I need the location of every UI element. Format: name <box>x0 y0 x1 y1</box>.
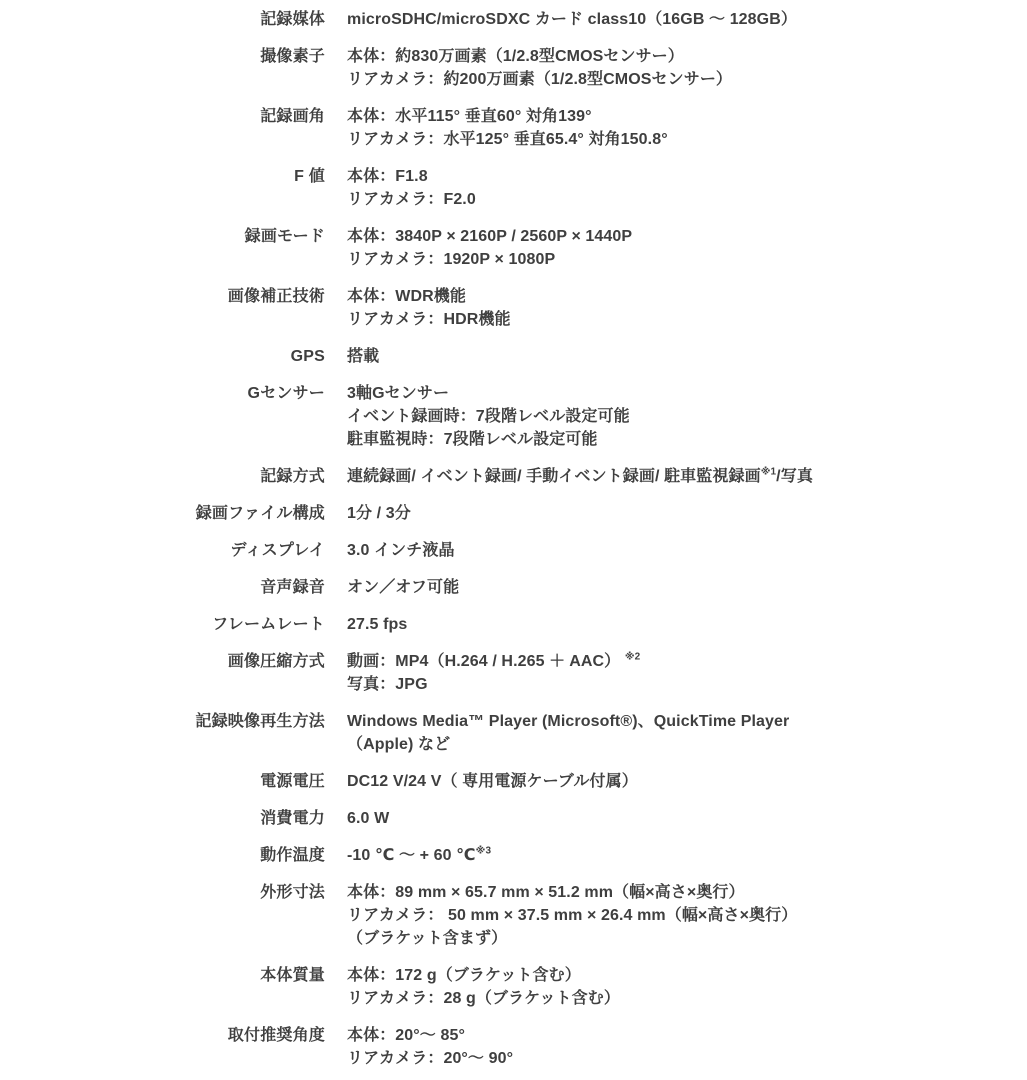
spec-label: 撮像素子 <box>260 48 325 65</box>
spec-value <box>347 807 997 830</box>
spec-value-line <box>347 405 997 428</box>
spec-value-text: リアカメラ：20°～ 90° <box>347 1050 514 1067</box>
spec-value <box>347 576 997 599</box>
spec-value-text: -10 ℃ ～ + 60 ℃ <box>347 847 476 864</box>
spec-label: Gセンサー <box>247 385 325 402</box>
spec-value-line <box>347 881 997 904</box>
spec-row <box>0 225 1027 271</box>
footnote-marker: ※3 <box>475 845 492 857</box>
spec-value-text: リアカメラ：F2.0 <box>347 191 476 208</box>
spec-value-line <box>347 733 997 756</box>
spec-value-text: リアカメラ：1920P × 1080P <box>347 251 556 268</box>
spec-value-line <box>347 248 997 271</box>
spec-value-text: Windows Media™ Player (Microsoft®)、QuickTime Player <box>347 713 790 730</box>
spec-row <box>0 105 1027 151</box>
spec-value-line <box>347 128 997 151</box>
spec-label: フレームレート <box>212 616 325 633</box>
spec-value-text: リアカメラ：28 g（ブラケット含む） <box>347 990 620 1007</box>
spec-value <box>347 710 997 756</box>
spec-value-text: 27.5 fps <box>347 616 408 633</box>
spec-value-text: 本体：20°～ 85° <box>347 1027 465 1044</box>
spec-value <box>347 45 997 91</box>
spec-row <box>0 844 1027 867</box>
spec-value-text: リアカメラ：約200万画素（1/2.8型CMOSセンサー） <box>347 71 733 88</box>
spec-value <box>347 770 997 793</box>
spec-value-line <box>347 188 997 211</box>
spec-value <box>347 465 997 488</box>
spec-value-line <box>347 807 997 830</box>
spec-value-line <box>347 382 997 405</box>
spec-value-text: 本体：水平115° 垂直60° 対角139° <box>347 108 592 125</box>
spec-label: 本体質量 <box>260 967 325 984</box>
spec-row <box>0 502 1027 525</box>
spec-value-text: /写真 <box>776 468 813 485</box>
spec-value-line <box>347 904 997 927</box>
spec-value-line <box>347 613 997 636</box>
footnote-marker: ※1 <box>760 466 777 478</box>
spec-label: 消費電力 <box>260 810 325 827</box>
spec-value-line <box>347 428 997 451</box>
footnote-marker: ※2 <box>624 651 641 663</box>
spec-row <box>0 650 1027 696</box>
spec-value-line <box>347 465 997 488</box>
spec-label: 音声録音 <box>260 579 325 596</box>
spec-label: 取付推奨角度 <box>227 1027 325 1044</box>
spec-value-line <box>347 576 997 599</box>
spec-value-line <box>347 105 997 128</box>
spec-value-text: オン／オフ可能 <box>347 579 460 596</box>
spec-label: ディスプレイ <box>230 542 325 559</box>
spec-value-text: リアカメラ：水平125° 垂直65.4° 対角150.8° <box>347 131 668 148</box>
spec-label: GPS <box>290 348 325 365</box>
spec-value <box>347 502 997 525</box>
spec-value <box>347 382 997 451</box>
spec-label: 外形寸法 <box>260 884 325 901</box>
spec-value-text: リアカメラ：HDR機能 <box>347 311 511 328</box>
spec-label: 記録映像再生方法 <box>195 713 325 730</box>
spec-value-line <box>347 8 997 31</box>
spec-label: 画像補正技術 <box>227 288 325 305</box>
spec-value-line <box>347 225 997 248</box>
spec-value-line <box>347 68 997 91</box>
spec-value-text: 1分 / 3分 <box>347 505 411 522</box>
spec-row <box>0 964 1027 1010</box>
spec-row <box>0 881 1027 950</box>
spec-value-text: 搭載 <box>347 348 380 365</box>
spec-value-line <box>347 927 997 950</box>
spec-value-line <box>347 308 997 331</box>
spec-value-line <box>347 770 997 793</box>
spec-label: 動作温度 <box>260 847 325 864</box>
spec-value-text: 本体：F1.8 <box>347 168 428 185</box>
spec-value-text: 3.0 インチ液晶 <box>347 542 455 559</box>
spec-value-line <box>347 539 997 562</box>
spec-row <box>0 165 1027 211</box>
spec-value <box>347 225 997 271</box>
spec-row <box>0 382 1027 451</box>
spec-value-text: 本体：172 g（ブラケット含む） <box>347 967 581 984</box>
spec-row <box>0 285 1027 331</box>
spec-value <box>347 844 997 867</box>
spec-value-line <box>347 673 997 696</box>
spec-row <box>0 1024 1027 1070</box>
spec-label: 記録画角 <box>260 108 325 125</box>
spec-value-line <box>347 45 997 68</box>
spec-row <box>0 345 1027 368</box>
spec-row <box>0 8 1027 31</box>
spec-value-text: （Apple) など <box>347 736 451 753</box>
spec-value-text: 駐車監視時：7段階レベル設定可能 <box>347 431 598 448</box>
spec-value-line <box>347 987 997 1010</box>
spec-value-line <box>347 165 997 188</box>
spec-value <box>347 539 997 562</box>
spec-row <box>0 770 1027 793</box>
spec-value-text: 連続録画/ イベント録画/ 手動イベント録画/ 駐車監視録画 <box>347 468 761 485</box>
spec-value <box>347 881 997 950</box>
spec-value-text: 本体：WDR機能 <box>347 288 467 305</box>
spec-value-line <box>347 285 997 308</box>
spec-value <box>347 8 997 31</box>
spec-value-line <box>347 502 997 525</box>
spec-value <box>347 964 997 1010</box>
spec-label: 録画ファイル構成 <box>195 505 325 522</box>
spec-value <box>347 105 997 151</box>
spec-value-text: リアカメラ： 50 mm × 37.5 mm × 26.4 mm（幅×高さ×奥行） <box>347 907 798 924</box>
spec-value-line <box>347 844 997 867</box>
spec-value-line <box>347 1047 997 1070</box>
spec-label: 画像圧縮方式 <box>227 653 325 670</box>
spec-value-text: 3軸Gセンサー <box>347 385 450 402</box>
spec-value-line <box>347 650 997 673</box>
spec-value <box>347 165 997 211</box>
spec-value-text: 動画：MP4（H.264 / H.265 ＋ AAC） <box>347 653 625 670</box>
spec-value-text: 本体：約830万画素（1/2.8型CMOSセンサー） <box>347 48 684 65</box>
spec-value-line <box>347 345 997 368</box>
spec-value-line <box>347 1024 997 1047</box>
spec-row <box>0 45 1027 91</box>
spec-value <box>347 613 997 636</box>
spec-value-text: DC12 V/24 V（ 専用電源ケーブル付属） <box>347 773 638 790</box>
spec-label: 記録媒体 <box>260 11 325 28</box>
spec-row <box>0 613 1027 636</box>
spec-row <box>0 465 1027 488</box>
spec-value <box>347 285 997 331</box>
spec-value-text: 本体：3840P × 2160P / 2560P × 1440P <box>347 228 633 245</box>
spec-row <box>0 710 1027 756</box>
spec-value-text: （ブラケット含まず） <box>347 930 508 947</box>
spec-value <box>347 650 997 696</box>
spec-value <box>347 1024 997 1070</box>
spec-row <box>0 576 1027 599</box>
spec-row <box>0 539 1027 562</box>
spec-value-text: イベント録画時：7段階レベル設定可能 <box>347 408 630 425</box>
spec-row <box>0 807 1027 830</box>
spec-value-text: 6.0 W <box>347 810 390 827</box>
spec-value-text: 本体：89 mm × 65.7 mm × 51.2 mm（幅×高さ×奥行） <box>347 884 745 901</box>
spec-label: 録画モード <box>244 228 325 245</box>
spec-label: 記録方式 <box>260 468 325 485</box>
spec-value <box>347 345 997 368</box>
spec-value-line <box>347 710 997 733</box>
spec-value-text: 写真：JPG <box>347 676 428 693</box>
spec-label: 電源電圧 <box>260 773 325 790</box>
spec-value-line <box>347 964 997 987</box>
spec-label: F 値 <box>294 168 325 185</box>
spec-value-text: microSDHC/microSDXC カード class10（16GB ～ 128GB） <box>347 11 797 28</box>
